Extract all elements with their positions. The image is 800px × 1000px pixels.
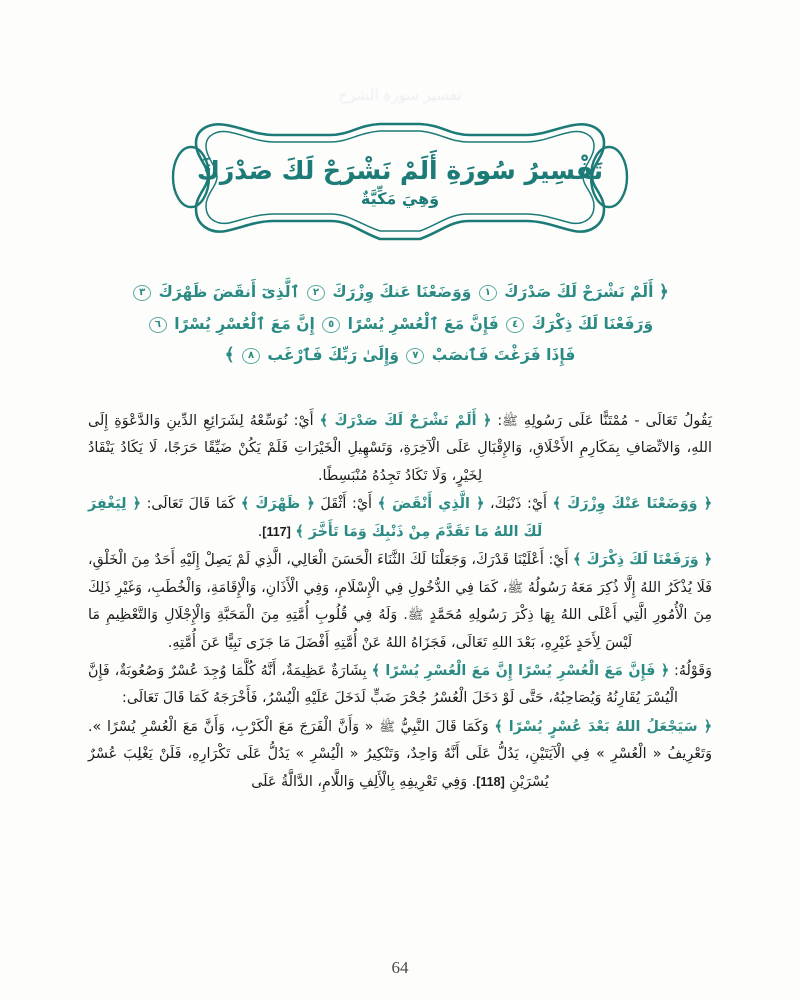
tafsir-paragraph: وَقَوْلُهُ: ﴿ فَإِنَّ مَعَ الْعُسْرِ يُسْرًا إِنَّ مَعَ الْعُسْرِ يُسْرًا ﴾ بِشَارَةٌ عَظِيمَةٌ، أَنَّهُ كُلَّمَا وُجِدَ عُسْرٌ وَصُعُوبَةٌ، فَإِنَّ الْيُسْرَ يُقَارِنُهُ وَيُصَاحِبُهُ، حَتَّى لَوْ دَخَلَ الْعُسْرُ جُحْرَ ضَبٍّ لَدَخَلَ عَلَيْهِ الْيُسْرُ، فَأَخْرَجَهُ كَمَا قَالَ تَعَالَى: [88, 662, 713, 707]
tafsir-paragraph: ﴿ وَرَفَعْنَا لَكَ ذِكْرَكَ ﴾ أَيْ: أَعْلَيْنَا قَدْرَكَ، وَجَعَلْنَا لَكَ الثَّنَاءَ الْحَسَنَ الْعَالِي، الَّذِي لَمْ يَصِلْ إِلَيْهِ أَحَدٌ مِنَ الْخَلْقِ، فَلَا يُذْكَرُ اللهُ إِلَّا ذُكِرَ مَعَهُ رَسُولُهُ ﷺ، كَمَا فِي الدُّخُولِ فِي الْإِسْلَامِ، وَفِي الْأَذَانِ، وَالْإِقَامَةِ، وَالْخُطَبِ، وَغَيْرِ ذَلِكَ مِنَ الْأُمُورِ الَّتِي أَعْلَى اللهُ بِهَا ذِكْرَ رَسُولِهِ مُحَمَّدٍ ﷺ. وَلَهُ فِي قُلُوبِ أُمَّتِهِ مِنَ الْمَحَبَّةِ وَالْإِجْلَالِ وَالتَّعْظِيمِ مَا لَيْسَ لِأَحَدٍ غَيْرِهِ، بَعْدَ اللهِ تَعَالَى، فَجَزَاهُ اللهُ عَنْ أُمَّتِهِ أَفْضَلَ مَا جَزَى نَبِيًّا عَنَ أُمَّتِهِ. [88, 552, 713, 651]
surah-revelation-place: وَهِيَ مَكِّيَّةٌ [360, 189, 440, 209]
verse-text: ٱلَّذِىٓ أَنقَضَ ظَهْرَكَ [158, 283, 300, 301]
ayah-number-marker: ٣ [133, 285, 151, 301]
quran-verse-line [88, 339, 712, 372]
page-bleed-header: تفسير سورة الشرح [338, 86, 462, 104]
verse-open-bracket: ﴿ [658, 282, 669, 302]
ayah-number-marker: ٤ [506, 317, 524, 333]
verse-text: إِنَّ مَعَ ٱلْعُسْرِ يُسْرًا [174, 315, 315, 334]
quran-verse-line [88, 309, 712, 339]
tafsir-paragraph: ﴿ سَيَجْعَلُ اللهُ بَعْدَ عُسْرٍ يُسْرًا ﴾ وَكَمَا قَالَ النَّبِيُّ ﷺ « وَأَنَّ الْفَرَجَ مَعَ الْكَرْبِ، وَأَنَّ مَعَ الْعُسْرِ يُسْرًا ». وَتَعْرِيفُ « الْعُسْرِ » فِي الْآيَتَيْنِ، يَدُلُّ عَلَى أَنَّهُ وَاحِدٌ، وَتَنْكِيرُ « الْيُسْرِ » يَدُلُّ عَلَى تَكْرَارِهِ، فَلَنْ يَغْلِبَ عُسْرٌ يُسْرَيْنِ [118]. وَفِي تَعْرِيفِهِ بِالْأَلِفِ وَاللَّامِ، الدَّالَّةُ عَلَى [88, 718, 712, 790]
verse-text: أَلَمْ نَشْرَحْ لَكَ صَدْرَكَ [504, 283, 654, 301]
verse-text: فَإِذَا فَرَغْتَ فَٱنصَبْ [431, 346, 576, 365]
page-number: 64 [391, 958, 409, 977]
verse-close-bracket: ﴾ [224, 345, 235, 366]
verse-text: وَرَفَعْنَا لَكَ ذِكْرَكَ [531, 315, 654, 334]
ayah-number-marker: ٧ [406, 348, 424, 364]
tafsir-paragraph: يَقُولُ تَعَالَى - مُمْتَنًّا عَلَى رَسُولِهِ ﷺ: ﴿ أَلَمْ نَشْرَحْ لَكَ صَدْرَكَ ﴾ أَيْ: نُوَسِّعْهُ لِشَرَائِعِ الدِّينِ وَالدَّعْوَةِ إِلَى اللهِ، وَالاتِّصَافِ بِمَكَارِمِ الأَخْلَاقِ، وَالإِقْبَالِ عَلَى الْآخِرَةِ، وَتَسْهِيلِ الْخَيْرَاتِ فَلَمْ يَكُنْ ضَيِّقًا حَرَجًا، لَا يَكَادُ يَنْقَادُ لِخَيْرٍ، وَلَا تَكَادُ تَجِدُهُ مُنْبَسِطًا. [88, 413, 712, 484]
surah-title: تَفْسِيرُ سُورَةِ أَلَمْ نَشْرَحْ لَكَ صَدْرَكَ [196, 155, 604, 185]
verse-text: وَوَضَعْنَا عَنكَ وِزْرَكَ [332, 283, 472, 301]
quran-verse-line [88, 276, 712, 309]
tafsir-paragraph: ﴿ وَوَضَعْنَا عَنْكَ وِزْرَكَ ﴾ أَيْ: ذَنْبَكَ، ﴿ الَّذِي أَنْقَضَ ﴾ أَيْ: أَثْقَلَ ﴿ ظَهْرَكَ ﴾ كَمَا قَالَ تَعَالَى: ﴿ لِيَغْفِرَ لَكَ اللهُ مَا تَقَدَّمَ مِنْ ذَنْبِكَ وَمَا تَأَخَّرَ ﴾ [117]. [88, 496, 712, 540]
ayah-number-marker: ٢ [307, 285, 325, 301]
verse-text: وَإِلَىٰ رَبِّكَ فَٱرْغَب [267, 346, 399, 365]
quran-verses-block [88, 276, 712, 373]
ayah-number-marker: ٨ [242, 348, 260, 364]
title-cartouche [0, 112, 800, 252]
verse-text: فَإِنَّ مَعَ ٱلْعُسْرِ يُسْرًا [347, 315, 499, 334]
ayah-number-marker: ٦ [149, 317, 167, 333]
tafsir-body [88, 408, 712, 930]
ayah-number-marker: ٥ [322, 317, 340, 333]
ayah-number-marker: ١ [479, 285, 497, 301]
